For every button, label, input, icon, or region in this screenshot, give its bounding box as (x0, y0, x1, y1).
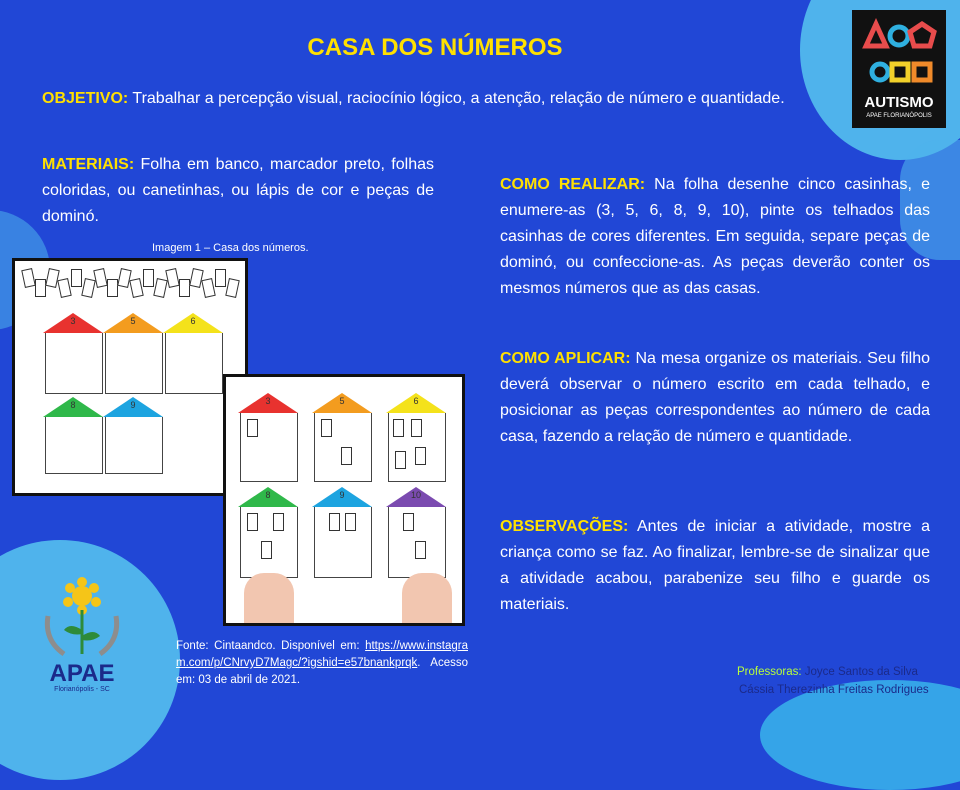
house-number: 6 (413, 396, 419, 406)
hand-left (244, 573, 294, 623)
materiais-label: MATERIAIS: (42, 156, 135, 173)
house-body (388, 413, 446, 482)
page-title: CASA DOS NÚMEROS (307, 34, 563, 61)
autismo-shapes-icon (852, 10, 946, 94)
house (43, 313, 103, 394)
teachers-credit (737, 663, 957, 699)
house-roof (312, 487, 372, 507)
domino-piece (93, 268, 108, 288)
domino-piece (21, 268, 36, 288)
domino-piece (395, 451, 406, 469)
house-number: 6 (190, 316, 196, 326)
domino-piece (215, 269, 226, 287)
house-roof (386, 487, 446, 507)
domino-piece (201, 278, 216, 298)
domino-piece (393, 419, 404, 437)
teachers-label: Professoras: (737, 666, 802, 678)
house-body (240, 413, 298, 482)
como-aplicar-label: COMO APLICAR: (500, 350, 631, 367)
house-number: 9 (339, 490, 345, 500)
domino-piece (403, 513, 414, 531)
como-realizar-label: COMO REALIZAR: (500, 176, 646, 193)
source-prefix: Fonte: Cintaandco. Disponível em: (176, 640, 366, 652)
house-number: 5 (130, 316, 136, 326)
domino-piece (261, 541, 272, 559)
house-roof (103, 397, 163, 417)
house-roof (43, 313, 103, 333)
apae-logo (34, 576, 130, 696)
house-number: 8 (70, 400, 76, 410)
domino-piece (153, 278, 168, 298)
house-roof (386, 393, 446, 413)
house-roof (103, 313, 163, 333)
house-number: 8 (265, 490, 271, 500)
domino-piece (165, 268, 180, 288)
house (103, 313, 163, 394)
como-aplicar-text: Na mesa organize os materiais. Seu filho deverá observar o número escrito em cada telhado, e posicionar as peças correspondentes ao número de cada casa, fazendo a relação de número e quantidade. (500, 350, 931, 445)
house-body (45, 333, 103, 394)
source-suffix: . Acesso em: 03 de abril de 2021. (176, 657, 468, 686)
apae-logo-subtext: Florianópolis - SC (54, 686, 110, 693)
teacher-name-2: Cássia Therezinha Freitas Rodrigues (739, 684, 929, 696)
house-body (105, 333, 163, 394)
autismo-logo (852, 10, 946, 128)
activity-photo-1 (12, 258, 248, 496)
observacoes-text: Antes de iniciar a atividade, mostre a criança como se faz. Ao finalizar, lembre-se de sinalizar que a atividade acabou, parabenize seu filho e guarde os materiais. (500, 518, 930, 613)
apae-flower-icon (34, 576, 130, 660)
apae-logo-text: APAE (49, 660, 115, 687)
house (238, 393, 298, 482)
house (386, 393, 446, 482)
objetivo-paragraph (42, 86, 802, 112)
objetivo-text: Trabalhar a percepção visual, raciocínio lógico, a atenção, relação de número e quantidade. (128, 90, 785, 107)
house-number: 9 (130, 400, 136, 410)
domino-piece (179, 279, 190, 297)
materiais-paragraph (42, 152, 434, 230)
domino-piece (107, 279, 118, 297)
house-body (388, 507, 446, 578)
house-number: 10 (410, 490, 421, 500)
house-body (314, 507, 372, 578)
house (103, 397, 163, 474)
house-number: 3 (70, 316, 76, 326)
house (238, 487, 298, 578)
domino-piece (415, 541, 426, 559)
domino-piece (143, 269, 154, 287)
image-caption: Imagem 1 – Casa dos números. (152, 242, 309, 254)
house (386, 487, 446, 578)
house-body (240, 507, 298, 578)
como-realizar-paragraph (500, 172, 930, 302)
house-roof (238, 487, 298, 507)
house-body (45, 417, 103, 474)
como-aplicar-paragraph (500, 346, 930, 450)
house-roof (238, 393, 298, 413)
domino-piece (81, 278, 96, 298)
hand-right (402, 573, 452, 623)
como-realizar-text: Na folha desenhe cinco casinhas, e enumere-as (3, 5, 6, 8, 9, 10), pinte os telhados das casinhas de cores diferentes. Em seguida, separe peças de dominó, ou confeccione-as. As peças deverão conter os mesmos números que as das casas. (500, 176, 930, 297)
domino-piece (57, 278, 72, 298)
house-roof (43, 397, 103, 417)
domino-piece (247, 419, 258, 437)
house (43, 397, 103, 474)
domino-piece (129, 278, 144, 298)
house-body (105, 417, 163, 474)
domino-piece (247, 513, 258, 531)
domino-piece (345, 513, 356, 531)
observacoes-paragraph (500, 514, 930, 618)
house-number: 5 (339, 396, 345, 406)
autismo-logo-subtext: APAE FLORIANÓPOLIS (866, 113, 932, 119)
source-link[interactable]: https://www.instagram.com/p/CNrvyD7Magc/?igshid=e57bnankprqk (176, 640, 468, 669)
house (312, 393, 372, 482)
house-roof (312, 393, 372, 413)
house-roof (163, 313, 223, 333)
domino-piece (415, 447, 426, 465)
domino-pile (23, 267, 245, 301)
activity-photo-2 (223, 374, 465, 626)
domino-piece (273, 513, 284, 531)
house (312, 487, 372, 578)
domino-piece (341, 447, 352, 465)
house-body (314, 413, 372, 482)
teacher-name-1: Joyce Santos da Silva (801, 666, 918, 678)
domino-piece (35, 279, 46, 297)
house-number: 3 (265, 396, 271, 406)
domino-piece (225, 278, 240, 298)
autismo-logo-text: AUTISMO (864, 94, 934, 111)
house (163, 313, 223, 394)
objetivo-label: OBJETIVO: (42, 90, 129, 107)
domino-piece (321, 419, 332, 437)
house-body (165, 333, 223, 394)
source-citation (176, 638, 468, 689)
materiais-text: Folha em banco, marcador preto, folhas coloridas, ou canetinhas, ou lápis de cor e peças de dominó. (42, 156, 434, 225)
observacoes-label: OBSERVAÇÕES: (500, 518, 629, 535)
domino-piece (329, 513, 340, 531)
domino-piece (411, 419, 422, 437)
domino-piece (71, 269, 82, 287)
